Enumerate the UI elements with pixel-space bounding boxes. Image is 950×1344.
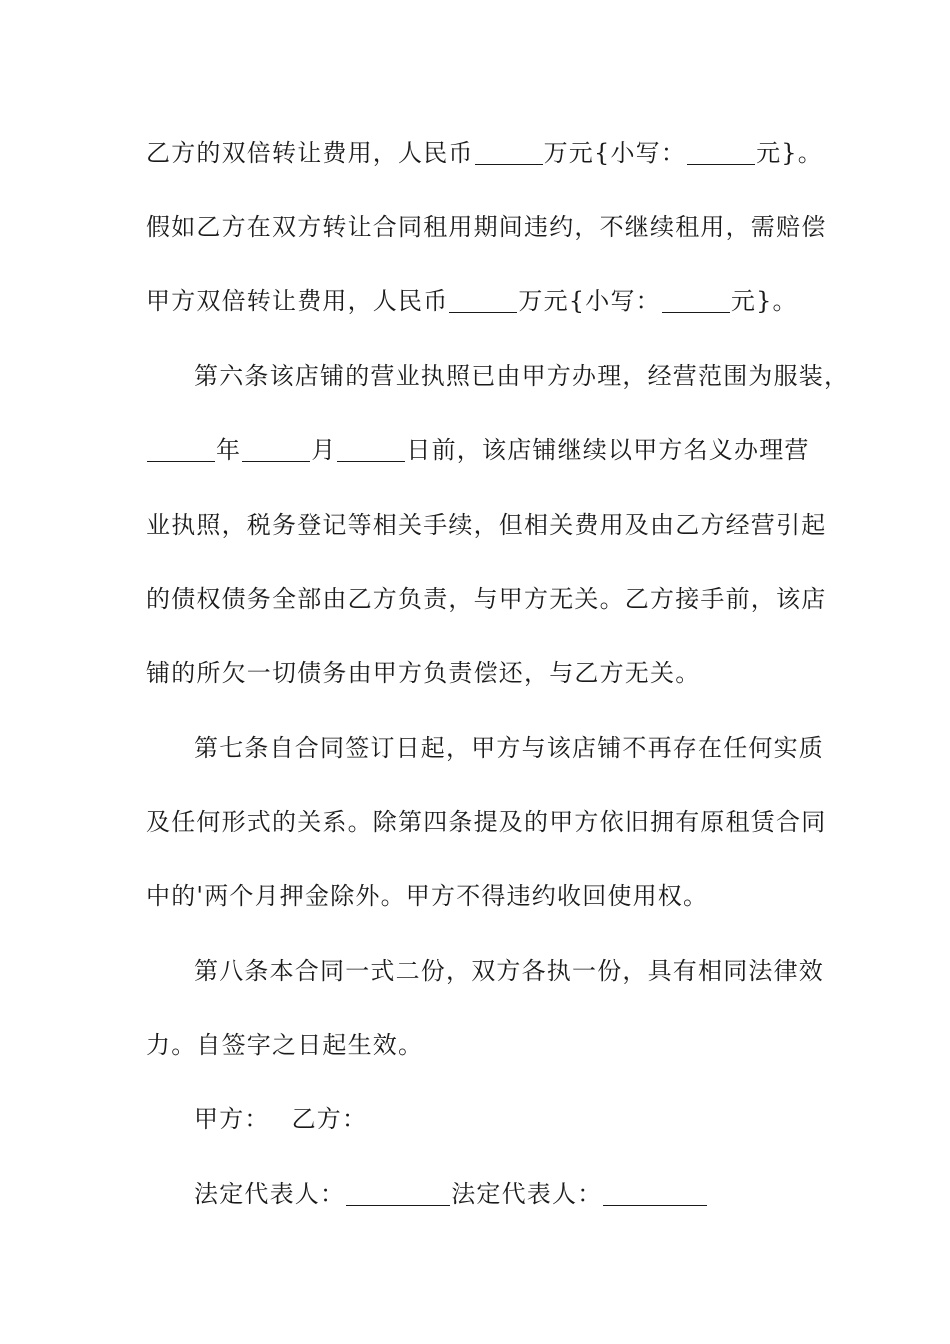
- blank-amount: [449, 288, 517, 313]
- text-line-1: [146, 133, 826, 173]
- blank-rep-a: [346, 1181, 450, 1206]
- line-1-part-a: 乙方的双倍转让费用，人民币: [146, 139, 474, 167]
- blank-rep-b: [603, 1181, 707, 1206]
- text-line-9: 第七条自合同签订日起，甲方与该店铺不再存在任何实质: [194, 734, 824, 762]
- year-label: 年: [216, 436, 242, 464]
- rep-a-label: 法定代表人：: [194, 1180, 346, 1208]
- text-line-8: 铺的所欠一切债务由甲方负责偿还，与乙方无关。: [146, 659, 701, 687]
- text-line-2: 假如乙方在双方转让合同租用期间违约，不继续租用，需赔偿: [146, 213, 827, 241]
- blank-amount: [475, 140, 543, 165]
- text-line-3: [146, 281, 826, 321]
- line-5-rest: 日前，该店铺继续以甲方名义办理营: [406, 436, 810, 464]
- line-3-part-b: 万元{小写：: [518, 287, 661, 315]
- blank-day: [337, 437, 405, 462]
- line-3-part-a: 甲方双倍转让费用，人民币: [146, 287, 449, 315]
- text-line-4: 第六条该店铺的营业执照已由甲方办理，经营范围为服装，: [194, 362, 850, 390]
- text-line-12: 第八条本合同一式二份，双方各执一份，具有相同法律效: [194, 957, 824, 985]
- text-line-7: 的债权债务全部由乙方负责，与甲方无关。乙方接手前，该店: [146, 585, 827, 613]
- blank-month: [242, 437, 310, 462]
- line-3-part-c: 元}。: [730, 287, 798, 315]
- blank-amount-lowercase: [687, 140, 755, 165]
- text-line-13: 力。自签字之日起生效。: [146, 1031, 424, 1059]
- text-line-5: [146, 430, 826, 470]
- party-b-label: 乙方：: [291, 1105, 368, 1133]
- line-1-part-c: 元}。: [756, 139, 823, 167]
- text-line-10: 及任何形式的关系。除第四条提及的甲方依旧拥有原租赁合同: [146, 808, 827, 836]
- blank-amount-lowercase: [662, 288, 730, 313]
- rep-b-label: 法定代表人：: [451, 1180, 603, 1208]
- signature-parties: [194, 1099, 874, 1139]
- line-1-part-b: 万元{小写：: [543, 139, 687, 167]
- party-a-label: 甲方：: [194, 1105, 270, 1133]
- text-line-6: 业执照，税务登记等相关手续，但相关费用及由乙方经营引起: [146, 511, 827, 539]
- blank-year: [147, 437, 215, 462]
- signature-representatives: [194, 1174, 874, 1214]
- month-label: 月: [311, 436, 337, 464]
- text-line-11: 中的'两个月押金除外。甲方不得违约收回使用权。: [146, 882, 709, 910]
